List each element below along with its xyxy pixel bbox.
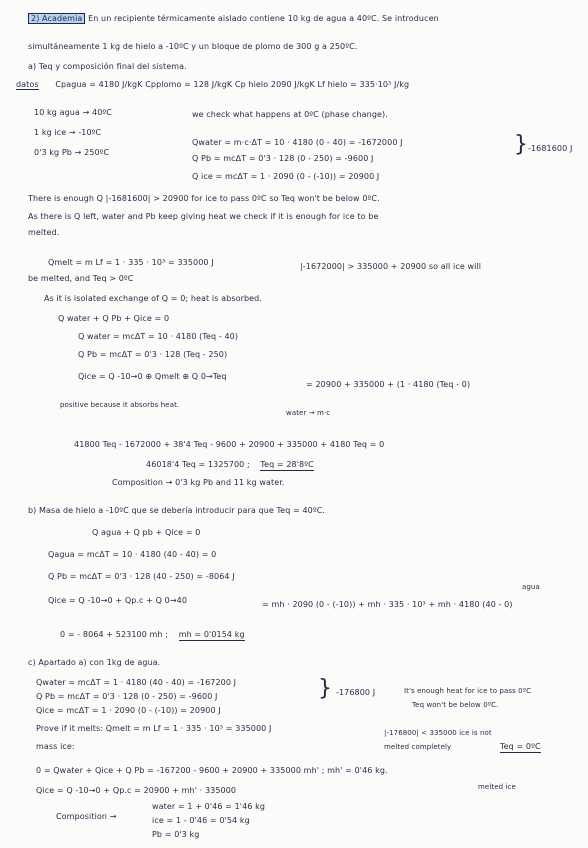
given-item-pb: 0'3 kg Pb → 250ºC [34, 148, 110, 157]
note-teq-c: Teq won't be below 0ºC. [412, 701, 499, 709]
part-b-title: b) Masa de hielo a -10ºC que se debería introducir para que Teq = 40ºC. [28, 506, 326, 515]
q-melt: Qmelt = m Lf = 1 · 335 · 10³ = 335000 J [48, 258, 214, 267]
eq-ice-lhs: Qice = Q -10→0 ⊕ Qmelt ⊕ Q 0→Teq [78, 372, 227, 381]
teq-zero-wrap [500, 742, 541, 752]
q-ice-c-line: Qice = Q -10→0 + Qp.c = 20900 + mh' · 335000 [36, 786, 237, 795]
comp-pb-c: Pb = 0'3 kg [152, 830, 200, 839]
problem-tag: 2) Academia [28, 13, 85, 24]
q-agua-b: Qagua = mcΔT = 10 · 4180 (40 - 40) = 0 [48, 550, 217, 559]
sum-brace-c: } [318, 676, 332, 701]
q-ice-b-lhs: Qice = Q -10→0 + Qp.c + Q 0→40 [48, 596, 188, 605]
eq-ice-rhs: = 20900 + 335000 + (1 · 4180 (Teq - 0) [306, 380, 471, 389]
q-water-c: Qwater = mcΔT = 1 · 4180 (40 - 40) = -167200 J [36, 678, 237, 687]
melted-ice-note: melted ice [478, 783, 516, 791]
compare-c: |-176800| < 335000 ice is not [384, 729, 492, 737]
q-pb-c: Q Pb = mcΔT = 0'3 · 128 (0 - 250) = -9600 J [36, 692, 218, 701]
teq-result-a: Teq = 28'8ºC [260, 460, 314, 469]
melted-completely: melted completely [384, 743, 452, 751]
final-b-line [60, 630, 245, 640]
composition-a: Composition → 0'3 kg Pb and 11 kg water. [112, 478, 285, 487]
prove-melts: Prove if it melts: Qmelt = m Lf = 1 · 335 · 10³ = 335000 J [36, 724, 272, 733]
explanation-2: As there is Q left, water and Pb keep giving heat we check if it is enough for ice to be [28, 212, 379, 221]
q-pb-a: Q Pb = mcΔT = 0'3 · 128 (0 - 250) = -9600 J [192, 154, 374, 163]
final-b-lhs: 0 = - 8064 + 523100 mh ; [60, 630, 169, 639]
sum-result-c: -176800 J [336, 688, 376, 697]
q-pb-b: Q Pb = mcΔT = 0'3 · 128 (40 - 250) = -8064 J [48, 572, 235, 581]
explanation-1: There is enough Q |-1681600| > 20900 for ice to pass 0ºC so Teq won't be below 0ºC. [28, 194, 380, 203]
comp-water-c: water = 1 + 0'46 = 1'46 kg [152, 802, 266, 811]
isolated-note: As it is isolated exchange of Q = 0; heat is absorbed. [44, 294, 262, 303]
solve-lhs: 46018'4 Teq = 1325700 ; [146, 460, 250, 469]
part-c-title: c) Apartado a) con 1kg de agua. [28, 658, 161, 667]
composition-c-label: Composition → [56, 812, 117, 821]
problem-statement-line-1 [28, 14, 439, 24]
explanation-4: be melted, and Teq > 0ºC [28, 274, 134, 283]
energy-balance-a: Q water + Q Pb + Qice = 0 [58, 314, 170, 323]
comp-ice-c: ice = 1 - 0'46 = 0'54 kg [152, 816, 250, 825]
datos-label: datos [16, 80, 39, 89]
eq-water-a: Q water = mcΔT = 10 · 4180 (Teq - 40) [78, 332, 239, 341]
big-equation: 41800 Teq - 1672000 + 38'4 Teq - 9600 + 20900 + 335000 + 4180 Teq = 0 [74, 440, 385, 449]
sum-result-a: -1681600 J [528, 144, 573, 153]
mh-result-b: mh = 0'0154 kg [178, 630, 245, 639]
given-item-ice: 1 kg ice → -10ºC [34, 128, 102, 137]
explanation-3: melted. [28, 228, 60, 237]
teq-zero: Teq = 0ºC [500, 742, 541, 751]
note-enough-c: It's enough heat for ice to pass 0ºC [404, 687, 532, 695]
q-ice-c: Qice = mcΔT = 1 · 2090 (0 - (-10)) = 20900 J [36, 706, 221, 715]
q-ice-a: Q ice = mcΔT = 1 · 2090 (0 - (-10)) = 20900 J [192, 172, 380, 181]
eq-pb-a: Q Pb = mcΔT = 0'3 · 128 (Teq - 250) [78, 350, 228, 359]
part-a-title: a) Teq y composición final del sistema. [28, 62, 187, 71]
problem-statement-line-2: simultáneamente 1 kg de hielo a -10ºC y un bloque de plomo de 300 g a 250ºC. [28, 42, 358, 51]
check-note: we check what happens at 0ºC (phase change). [192, 110, 388, 119]
datos-values: Cpagua = 4180 J/kgK Cpplomo = 128 J/kgK Cp hielo 2090 J/kgK Lf hielo = 335·10³ J/kg [55, 80, 410, 89]
q-water-a: Qwater = m·c·ΔT = 10 · 4180 (0 - 40) = -1672000 J [192, 138, 403, 147]
problem-text-1: En un recipiente térmicamente aislado contiene 10 kg de agua a 40ºC. Se introducen [88, 14, 439, 23]
mass-ice-label: mass ice: [36, 742, 75, 751]
solve-line [146, 460, 314, 470]
sum-brace-a: } [514, 132, 528, 157]
agua-note: agua [522, 583, 540, 591]
datos-line [16, 80, 409, 90]
energy-balance-c: 0 = Qwater + Qice + Q Pb = -167200 - 9600 + 20900 + 335000 mh' ; mh' = 0'46 kg. [36, 766, 388, 775]
note-water-mc: water → m·c [286, 409, 331, 417]
q-ice-b-rhs: = mh · 2090 (0 - (-10)) + mh · 335 · 10³ + mh · 4180 (40 - 0) [262, 600, 513, 609]
q-melt-compare: |-1672000| > 335000 + 20900 so all ice will [300, 262, 482, 271]
given-item-water: 10 kg agua → 40ºC [34, 108, 112, 117]
note-positive: positive because it absorbs heat. [60, 401, 180, 409]
energy-balance-b: Q agua + Q pb + Qice = 0 [92, 528, 201, 537]
